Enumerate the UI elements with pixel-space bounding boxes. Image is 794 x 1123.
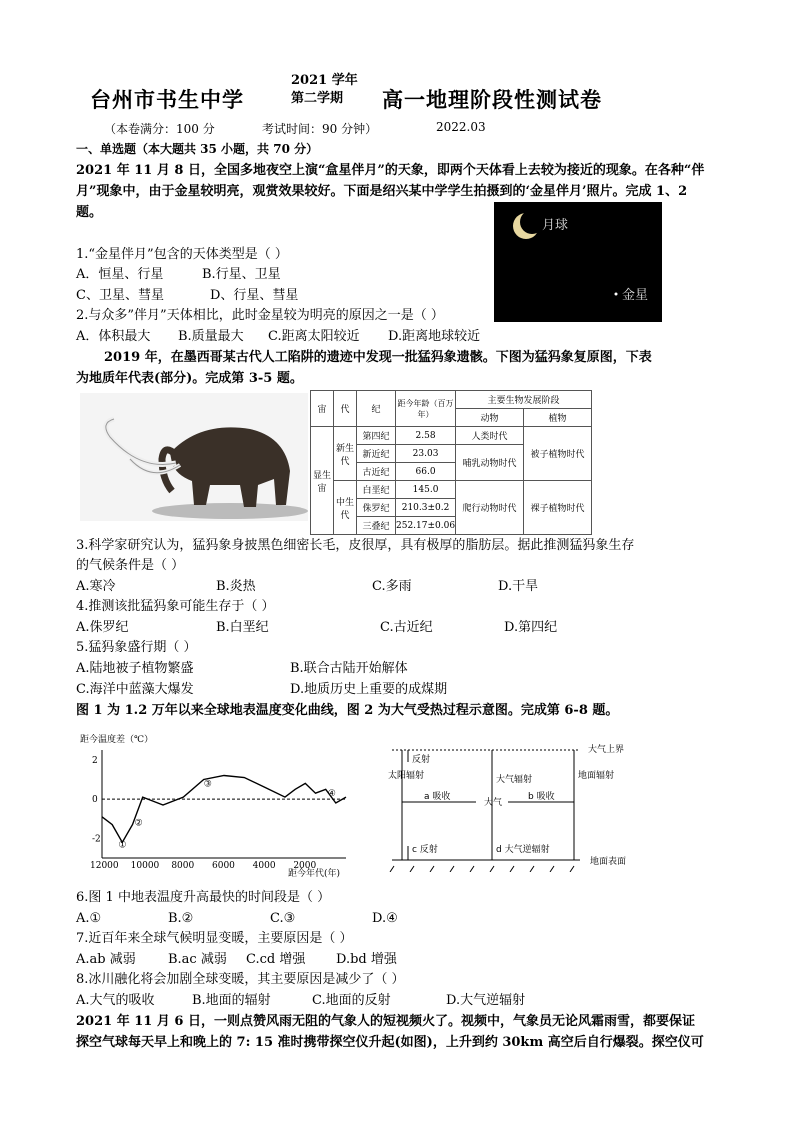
- venus-dot: [615, 293, 618, 296]
- era-mesozoic: 中生代: [334, 481, 357, 535]
- q3-stem-line2: 的气候条件是（ ）: [76, 558, 185, 573]
- age-cell: 252.17±0.06: [396, 517, 456, 535]
- q7-option-d[interactable]: D.bd 增强: [336, 952, 397, 967]
- x-tick-label: 4000: [252, 861, 276, 871]
- q4-stem: 4.推测该批猛犸象可能生存于（ ）: [76, 599, 275, 614]
- age-cell: 145.0: [396, 481, 456, 499]
- intro3: 图 1 为 1.2 万年以来全球地表温度变化曲线，图 2 为大气受热过程示意图。完成第 6-8 题。: [76, 703, 619, 718]
- q6-option-b[interactable]: B.②: [168, 911, 194, 926]
- q1-option-b[interactable]: B.行星、卫星: [202, 267, 281, 282]
- y-tick-label: 0: [92, 795, 98, 806]
- age-cell: 66.0: [396, 463, 456, 481]
- temperature-chart: [76, 730, 366, 880]
- eon-cell: 显生宙: [311, 427, 334, 535]
- chart-xlabel: 距今年代(年): [288, 869, 341, 879]
- q7-option-a[interactable]: A.ab 减弱: [76, 952, 136, 967]
- q6-option-a[interactable]: A.①: [76, 911, 102, 926]
- animal-cell: 哺乳动物时代: [456, 445, 524, 481]
- q6-option-d[interactable]: D.④: [372, 911, 398, 926]
- q5-option-a[interactable]: A.陆地被子植物繁盛: [76, 661, 194, 676]
- moon-label: 月球: [542, 218, 569, 233]
- q3-option-c[interactable]: C.多雨: [372, 579, 412, 594]
- chart-ylabel: 距今温度差（℃）: [80, 735, 154, 745]
- era-cenozoic: 新生代: [334, 427, 357, 481]
- th-age: 距今年龄（百万年）: [396, 391, 456, 427]
- period-cell: 侏罗纪: [357, 499, 396, 517]
- q3-option-b[interactable]: B.炎热: [216, 579, 256, 594]
- intro2-line1: 2019 年，在墨西哥某古代人工陷阱的遗迹中发现一批猛犸象遗骸。下图为猛犸象复原图，下表: [104, 350, 652, 365]
- q8-option-b[interactable]: B.地面的辐射: [192, 993, 271, 1008]
- solar-radiation-label: 太阳辐射: [388, 771, 425, 781]
- q8-option-d[interactable]: D.大气逆辐射: [446, 993, 526, 1008]
- temperature-line: [102, 776, 346, 843]
- venus-label: 金星: [622, 288, 649, 303]
- x-tick-label: 6000: [212, 861, 235, 871]
- animal-cell: 人类时代: [456, 427, 524, 445]
- period-marker: ③: [203, 779, 212, 790]
- school-name: 台州市书生中学: [90, 87, 244, 112]
- year-label: 2021 学年: [291, 73, 358, 88]
- plant-cell: 被子植物时代: [524, 427, 592, 481]
- q2-option-b[interactable]: B.质量最大: [178, 329, 244, 344]
- age-cell: 2.58: [396, 427, 456, 445]
- q5-stem: 5.猛犸象盛行期（ ）: [76, 640, 197, 655]
- period-cell: 古近纪: [357, 463, 396, 481]
- th-plant: 植物: [524, 409, 592, 427]
- q8-stem: 8.冰川融化将会加剧全球变暖，其主要原因是减少了（ ）: [76, 972, 405, 987]
- school-year: [291, 72, 358, 108]
- exam-time: 考试时间：90 分钟）: [262, 122, 378, 136]
- q3-option-d[interactable]: D.干旱: [498, 579, 539, 594]
- d-counter-label: d 大气逆辐射: [496, 845, 550, 855]
- q8-option-a[interactable]: A.大气的吸收: [76, 993, 155, 1008]
- y-tick-label: -2: [92, 834, 101, 845]
- q6-stem: 6.图 1 中地表温度升高最快的时间段是（ ）: [76, 890, 331, 905]
- term-label: 第二学期: [291, 91, 344, 106]
- intro2-line2: 为地质年代表(部分)。完成第 3-5 题。: [76, 371, 303, 386]
- crescent-moon-icon: [494, 202, 662, 322]
- period-marker: ①: [118, 840, 127, 851]
- atmosphere-label: 大气: [484, 798, 503, 808]
- q3-stem-line1: 3.科学家研究认为，猛犸象身披黑色细密长毛，皮很厚，具有极厚的脂肪层。据此推测猛犸象生存: [76, 538, 635, 553]
- q1-option-c[interactable]: C、卫星、彗星: [76, 288, 164, 303]
- period-cell: 三叠纪: [357, 517, 396, 535]
- q7-option-c[interactable]: C.cd 增强: [246, 952, 306, 967]
- q2-option-d[interactable]: D.距离地球较近: [388, 329, 481, 344]
- b-absorb-label: b 吸收: [528, 792, 555, 802]
- full-score: （本卷满分：100 分: [104, 122, 215, 136]
- q8-option-c[interactable]: C.地面的反射: [312, 993, 391, 1008]
- q4-option-a[interactable]: A.侏罗纪: [76, 620, 129, 635]
- intro1-line1: 2021 年 11 月 8 日，全国多地夜空上演“盒星伴月”的天象，即两个天体看上去较为接近的现象。在各种“伴: [76, 163, 705, 178]
- period-cell: 白垩纪: [357, 481, 396, 499]
- geologic-time-table: [310, 390, 592, 535]
- period-marker: ④: [327, 789, 336, 800]
- x-tick-label: 8000: [171, 861, 195, 871]
- top-atmosphere-label: 大气上界: [588, 745, 625, 755]
- a-absorb-label: a 吸收: [424, 792, 451, 802]
- q7-option-b[interactable]: B.ac 减弱: [168, 952, 227, 967]
- q4-option-d[interactable]: D.第四纪: [504, 620, 558, 635]
- exam-date: 2022.03: [436, 120, 486, 134]
- reflect-top-label: 反射: [412, 755, 431, 765]
- q5-option-c[interactable]: C.海洋中蓝藻大爆发: [76, 682, 194, 697]
- th-bio: 主要生物发展阶段: [456, 391, 592, 409]
- intro1-line3: 题。: [76, 205, 103, 220]
- q5-option-d[interactable]: D.地质历史上重要的成煤期: [290, 682, 448, 697]
- mammoth-image: [80, 393, 308, 521]
- q2-option-c[interactable]: C.距离太阳较近: [268, 329, 360, 344]
- intro4-line1: 2021 年 11 月 6 日，一则点赞风雨无阻的气象人的短视频火了。视频中，气象员无论风霜雨雪，都要保证: [76, 1014, 695, 1029]
- th-eon: 宙: [311, 391, 334, 427]
- venus-moon-photo: [494, 202, 662, 322]
- animal-cell: 爬行动物时代: [456, 481, 524, 535]
- atmosphere-heating-diagram: [388, 742, 638, 872]
- exam-title: 高一地理阶段性测试卷: [382, 87, 602, 112]
- q5-option-b[interactable]: B.联合古陆开始解体: [290, 661, 408, 676]
- intro4-line2: 探空气球每天早上和晚上的 7: 15 准时携带探空仪升起(如图)，上升到约 30km 高空后自行爆裂。探空仪可: [76, 1035, 704, 1050]
- section-heading: 一、单选题（本大题共 35 小题，共 70 分）: [76, 142, 319, 156]
- temperature-chart-svg: [76, 730, 366, 880]
- q4-option-c[interactable]: C.古近纪: [380, 620, 433, 635]
- intro1-line2: 月”现象中，由于金星较明亮，观赏效果较好。下面是绍兴某中学学生拍摄到的‘金星伴月’照片。完成 1、2: [76, 184, 688, 199]
- x-tick-label: 12000: [90, 861, 119, 871]
- q7-stem: 7.近百年来全球气候明显变暖，主要原因是（ ）: [76, 931, 353, 946]
- period-cell: 第四纪: [357, 427, 396, 445]
- ground-surface-label: 地面表面: [590, 857, 627, 867]
- period-marker: ②: [134, 818, 143, 829]
- plant-cell: 裸子植物时代: [524, 481, 592, 535]
- age-cell: 210.3±0.2: [396, 499, 456, 517]
- q2-stem: 2.与众多”伴月”天体相比，此时金星较为明亮的原因之一是（ ）: [76, 308, 444, 323]
- th-era: 代: [334, 391, 357, 427]
- q2-option-a[interactable]: A．体积最大: [76, 329, 151, 344]
- x-tick-label: 2000: [293, 861, 317, 871]
- q1-option-a[interactable]: A．恒星、行星: [76, 267, 164, 282]
- c-reflect-label: c 反射: [412, 845, 438, 855]
- age-cell: 23.03: [396, 445, 456, 463]
- x-tick-label: 10000: [130, 861, 160, 871]
- q1-stem: 1.“金星伴月”包含的天体类型是（ ）: [76, 247, 288, 262]
- period-cell: 新近纪: [357, 445, 396, 463]
- ground-radiation-label: 地面辐射: [578, 771, 615, 781]
- th-period: 纪: [357, 391, 396, 427]
- atmos-radiation-label: 大气辐射: [496, 775, 533, 785]
- q6-option-c[interactable]: C.③: [270, 911, 296, 926]
- q1-option-d[interactable]: D、行星、彗星: [210, 288, 299, 303]
- q3-option-a[interactable]: A.寒冷: [76, 579, 116, 594]
- q4-option-b[interactable]: B.白垩纪: [216, 620, 269, 635]
- th-animal: 动物: [456, 409, 524, 427]
- y-tick-label: 2: [92, 755, 98, 766]
